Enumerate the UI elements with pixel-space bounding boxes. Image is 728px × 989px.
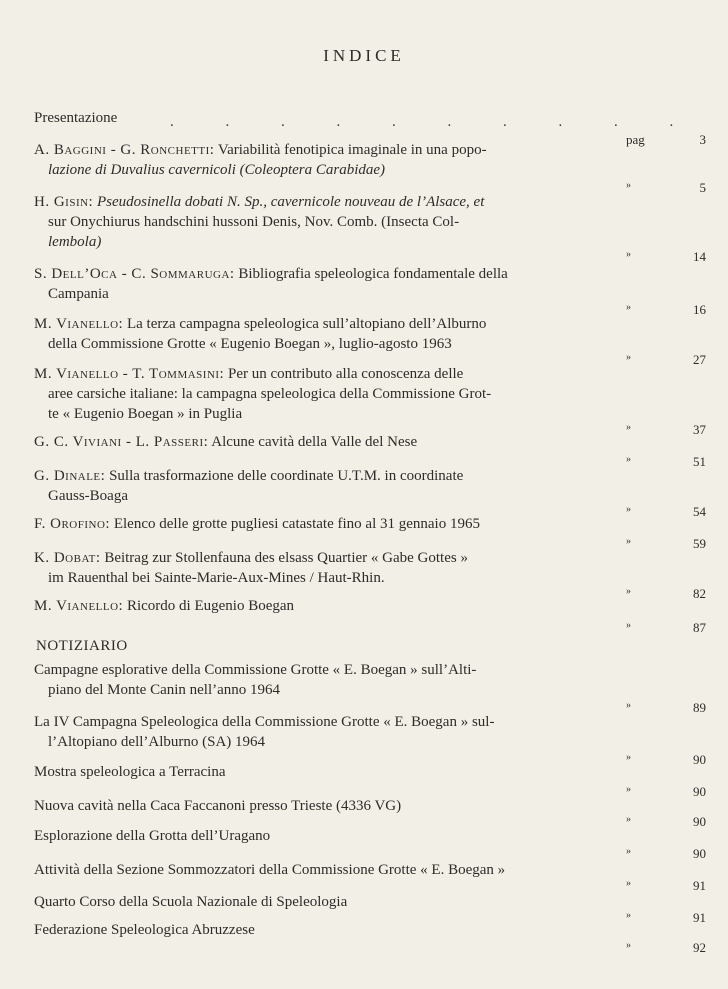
page-title: INDICE (323, 46, 405, 65)
page-number: 51 (693, 454, 706, 469)
toc-entry (34, 860, 624, 880)
entry-title: Federazione Speleologica Abruzzese (34, 922, 255, 938)
entry-title-cont: aree carsiche italiane: la campagna speleologica della Commissione Grot- (48, 386, 492, 402)
entry-title-cont: lazione di Duvalius cavernicoli (Coleoptera Carabidae) (48, 162, 386, 178)
page-mark: » (626, 504, 631, 515)
leader-dots: . . . . . . . . . . (170, 114, 698, 130)
page-number: 14 (693, 249, 706, 264)
page-mark: » (626, 878, 631, 889)
page-number: 5 (699, 180, 706, 195)
entry-title-cont: im Rauenthal bei Sainte-Marie-Aux-Mines / Haut-Rhin. (48, 570, 385, 586)
toc-entry (34, 314, 624, 354)
page-ref (626, 586, 706, 602)
page-number: 90 (693, 814, 706, 829)
page-ref (626, 700, 706, 716)
entry-title-cont: sur Onychiurus handschini hussoni Denis, Nov. Comb. (Insecta Col- (48, 214, 460, 230)
toc-entry (34, 140, 624, 180)
page-ref (626, 536, 706, 552)
entry-title: Sulla trasformazione delle coordinate U.T.M. in coordinate (109, 468, 464, 484)
page-prefix: pag (626, 132, 645, 147)
page-ref (626, 454, 706, 470)
entry-title: Alcune cavità della Valle del Nese (211, 434, 418, 450)
page-number: 90 (693, 846, 706, 861)
toc-entry (34, 920, 624, 940)
page-number: 91 (693, 878, 706, 893)
page-ref (626, 940, 706, 956)
entry-author: S. Dell’Oca - C. Sommaruga: (34, 266, 235, 282)
page-ref (626, 180, 706, 196)
page-ref (626, 132, 706, 148)
page-mark: » (626, 249, 631, 260)
page-ref (626, 352, 706, 368)
page-number: 89 (693, 700, 706, 715)
page-ref (626, 302, 706, 318)
entry-title: Elenco delle grotte pugliesi catastate fino al 31 gennaio 1965 (113, 516, 480, 532)
entry-title-cont: te « Eugenio Boegan » in Puglia (48, 406, 243, 422)
section-heading: NOTIZIARIO (36, 638, 128, 654)
entry-title-cont: Gauss-Boaga (48, 488, 128, 504)
page-ref (626, 422, 706, 438)
toc-entry (34, 660, 624, 700)
toc-entry (34, 192, 624, 252)
entry-title: Nuova cavità nella Caca Faccanoni presso Trieste (4336 VG) (34, 798, 402, 814)
page-number: 90 (693, 752, 706, 767)
entry-author: H. Gisin: (34, 194, 94, 210)
page-mark: » (626, 180, 631, 191)
entry-title-cont: piano del Monte Canin nell’anno 1964 (48, 682, 281, 698)
page-number: 37 (693, 422, 706, 437)
page-number: 90 (693, 784, 706, 799)
toc-entry (34, 596, 624, 616)
page-mark: » (626, 454, 631, 465)
page-number: 3 (699, 132, 706, 147)
page-number: 92 (693, 940, 706, 955)
page-ref (626, 846, 706, 862)
page-number: 16 (693, 302, 706, 317)
entry-author: M. Vianello: (34, 316, 124, 332)
page-mark: » (626, 940, 631, 951)
toc-entry (34, 264, 624, 304)
toc-entry (34, 826, 624, 846)
page-mark: » (626, 536, 631, 547)
page-mark: » (626, 910, 631, 921)
page-ref (626, 504, 706, 520)
entry-title: Ricordo di Eugenio Boegan (126, 598, 295, 614)
toc-entry (34, 514, 624, 534)
entry-author: M. Vianello - T. Tommasini: (34, 366, 225, 382)
toc-entry (34, 364, 624, 424)
entry-title: Mostra speleologica a Terracina (34, 764, 226, 780)
page-mark: » (626, 422, 631, 433)
toc-entry (34, 432, 624, 452)
entry-title: Per un contributo alla conoscenza delle (227, 366, 464, 382)
toc-entry (34, 466, 624, 506)
entry-title-cont: Campania (48, 286, 109, 302)
page-mark: » (626, 814, 631, 825)
page-mark: » (626, 752, 631, 763)
entry-title: La IV Campagna Speleologica della Commissione Grotte « E. Boegan » sul- (34, 714, 495, 730)
page-mark: » (626, 352, 631, 363)
entry-title-cont: lembola) (48, 234, 102, 250)
entry-author: K. Dobat: (34, 550, 101, 566)
page-mark: » (626, 620, 631, 631)
page-number: 91 (693, 910, 706, 925)
toc-entry (34, 796, 624, 816)
page-ref (626, 752, 706, 768)
page-ref (626, 249, 706, 265)
page-number: 82 (693, 586, 706, 601)
page-mark: » (626, 784, 631, 795)
page-number: 87 (693, 620, 706, 635)
entry-author: M. Vianello: (34, 598, 124, 614)
entry-title: Attività della Sezione Sommozzatori della Commissione Grotte « E. Boegan » (34, 862, 506, 878)
toc-entry (34, 712, 624, 752)
page-mark: » (626, 700, 631, 711)
entry-author: G. Dinale: (34, 468, 106, 484)
entry-author: A. Baggini - G. Ronchetti: (34, 142, 215, 158)
entry-title: La terza campagna speleologica sull’altopiano dell’Alburno (126, 316, 487, 332)
entry-title: Campagne esplorative della Commissione Grotte « E. Boegan » sull’Alti- (34, 662, 477, 678)
entry-title: Bibliografia speleologica fondamentale della (238, 266, 508, 282)
entry-author: F. Orofino: (34, 516, 111, 532)
entry-title-cont: della Commissione Grotte « Eugenio Boegan », luglio-agosto 1963 (48, 336, 452, 352)
entry-author: G. C. Viviani - L. Passeri: (34, 434, 209, 450)
page-ref (626, 620, 706, 636)
entry-title: Esplorazione della Grotta dell’Uragano (34, 828, 271, 844)
entry-title: Quarto Corso della Scuola Nazionale di Speleologia (34, 894, 348, 910)
page-mark: » (626, 302, 631, 313)
entry-title: Pseudosinella dobati N. Sp., cavernicole nouveau de l’Alsace, et (96, 194, 485, 210)
page-mark: » (626, 846, 631, 857)
page-mark: » (626, 586, 631, 597)
page-number: 54 (693, 504, 706, 519)
page-ref (626, 910, 706, 926)
entry-title: Beitrag zur Stollenfauna des elsass Quartier « Gabe Gottes » (104, 550, 468, 566)
toc-entry (34, 892, 624, 912)
page-ref (626, 878, 706, 894)
entry-title-cont: l’Altopiano dell’Alburno (SA) 1964 (48, 734, 266, 750)
page-ref (626, 814, 706, 830)
page-ref (626, 784, 706, 800)
toc-entry (34, 548, 624, 588)
toc-entry (34, 108, 698, 130)
entry-title: Presentazione (34, 110, 118, 126)
entry-title: Variabilità fenotipica imaginale in una popo- (217, 142, 487, 158)
page-number: 59 (693, 536, 706, 551)
page-number: 27 (693, 352, 706, 367)
toc-entry (34, 762, 624, 782)
